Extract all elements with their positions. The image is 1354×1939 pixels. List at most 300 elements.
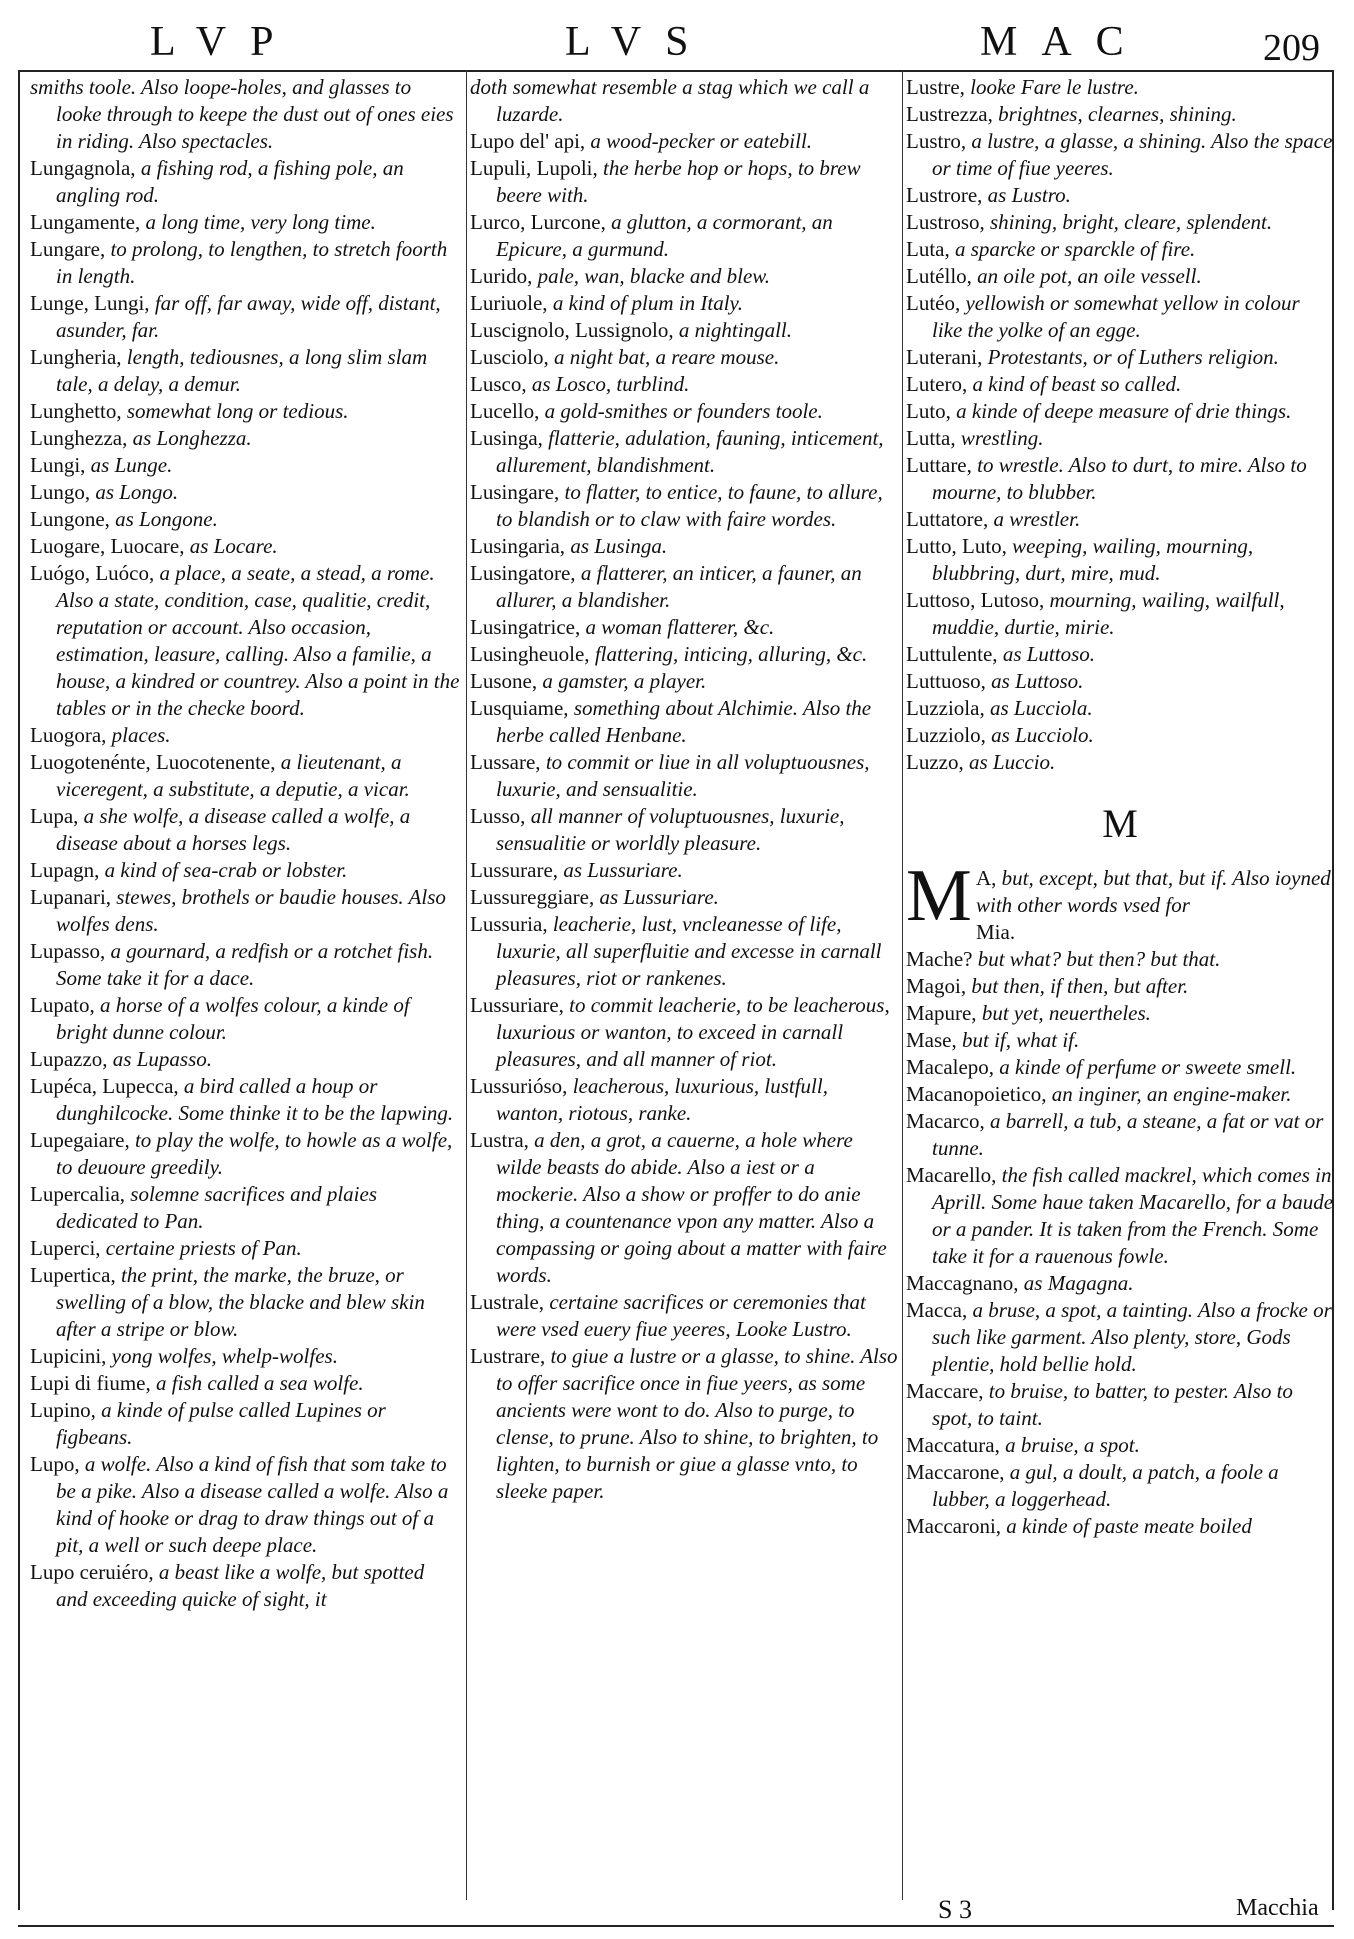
entry-headword: Lupicini, bbox=[30, 1344, 107, 1368]
entry-gloss: yong wolfes, whelp-wolfes. bbox=[111, 1344, 338, 1368]
entry-gloss: as Lustro. bbox=[987, 183, 1071, 207]
entry-gloss: shining, bright, cleare, splendent. bbox=[990, 210, 1273, 234]
entry-gloss: a woman flatterer, &c. bbox=[585, 615, 775, 639]
dictionary-entry bbox=[906, 1378, 1334, 1432]
entry-gloss: a kinde of pulse called Lupines or figbeans. bbox=[56, 1398, 386, 1449]
dictionary-entry bbox=[470, 1127, 900, 1289]
entry-headword: Luttuoso, bbox=[906, 669, 986, 693]
dictionary-entry bbox=[470, 992, 900, 1073]
entry-headword: Lussare, bbox=[470, 750, 541, 774]
entry-gloss: to prolong, to lengthen, to stretch foorth in length. bbox=[56, 237, 448, 288]
dictionary-entry bbox=[906, 1054, 1334, 1081]
entry-gloss: a place, a seate, a stead, a rome. Also a state, condition, case, qualitie, credit, reputation or account. Also occasion, estimation, leasure, calling. Also a familie, a house, a kindred or countrey. Also a point in the tables or in the checke boord. bbox=[56, 561, 460, 720]
entry-gloss: a bruse, a spot, a tainting. Also a frocke or such like garment. Also plenty, store, Gods plentie, hold bellie hold. bbox=[932, 1298, 1332, 1376]
entry-gloss: a wolfe. Also a kind of fish that som take to be a pike. Also a disease called a wolfe. Also a kind of hooke or drag to draw things out of a pit, a well or such deepe place. bbox=[56, 1452, 449, 1557]
dictionary-entry bbox=[470, 911, 900, 992]
dictionary-entry bbox=[906, 128, 1334, 182]
entry-gloss: but what? but then? but that. bbox=[977, 947, 1221, 971]
dictionary-entry bbox=[906, 668, 1334, 695]
entry-headword: Maccaroni, bbox=[906, 1514, 1002, 1538]
entry-gloss: far off, far away, wide off, distant, asunder, far. bbox=[56, 291, 441, 342]
entry-headword: Lussurare, bbox=[470, 858, 559, 882]
entry-gloss: the herbe hop or hops, to brew beere with. bbox=[496, 156, 861, 207]
entry-headword: Lutéllo, bbox=[906, 264, 972, 288]
entry-gloss: a flatterer, an inticer, a fauner, an allurer, a blandisher. bbox=[496, 561, 862, 612]
dictionary-entry bbox=[470, 128, 900, 155]
entry-headword: Maccarone, bbox=[906, 1460, 1005, 1484]
entry-headword: Lustrezza, bbox=[906, 102, 993, 126]
dictionary-entry bbox=[906, 290, 1334, 344]
entry-gloss: wrestling. bbox=[960, 426, 1044, 450]
entry-headword: Luzziola, bbox=[906, 696, 985, 720]
dictionary-entry bbox=[906, 425, 1334, 452]
entry-gloss: length, tediousnes, a long slim slam tale, a delay, a demur. bbox=[56, 345, 428, 396]
entry-headword: Lungone, bbox=[30, 507, 110, 531]
entry-headword: Lungare, bbox=[30, 237, 106, 261]
m-entries bbox=[906, 946, 1334, 1540]
entry-headword: Mase, bbox=[906, 1028, 957, 1052]
dictionary-entry bbox=[30, 398, 460, 425]
dictionary-entry bbox=[30, 1343, 460, 1370]
entry-headword: Magoi, bbox=[906, 974, 967, 998]
dictionary-entry bbox=[470, 560, 900, 614]
dictionary-entry bbox=[470, 209, 900, 263]
entry-headword: Maccatura, bbox=[906, 1433, 1000, 1457]
entry-gloss: a long time, very long time. bbox=[145, 210, 376, 234]
entry-gloss: a gamster, a player. bbox=[542, 669, 707, 693]
entry-gloss: as Lunge. bbox=[90, 453, 173, 477]
entry-gloss: solemne sacrifices and plaies dedicated to Pan. bbox=[56, 1182, 377, 1233]
entry-gloss: a kind of beast so called. bbox=[972, 372, 1182, 396]
dictionary-entry bbox=[906, 1162, 1334, 1270]
column-1 bbox=[30, 74, 460, 1613]
entry-headword: Luogora, bbox=[30, 723, 107, 747]
entry-gloss: a sparcke or sparckle of fire. bbox=[954, 237, 1196, 261]
entry-gloss: a kinde of paste meate boiled bbox=[1006, 1514, 1252, 1538]
entry-headword: Lusquiame, bbox=[470, 696, 569, 720]
dictionary-entry bbox=[30, 1559, 460, 1613]
dictionary-entry bbox=[906, 946, 1334, 973]
dictionary-entry bbox=[30, 533, 460, 560]
entry-headword: Luttatore, bbox=[906, 507, 989, 531]
entry-headword: Macarco, bbox=[906, 1109, 985, 1133]
dictionary-entry bbox=[30, 1397, 460, 1451]
entry-gloss: a beast like a wolfe, but spotted and exceeding quicke of sight, it bbox=[56, 1560, 425, 1611]
entry-gloss: weeping, wailing, mourning, blubbring, durt, mire, mud. bbox=[932, 534, 1254, 585]
entry-gloss: a gul, a doult, a patch, a foole a lubber, a loggerhead. bbox=[932, 1460, 1279, 1511]
entry-headword: Lustrare, bbox=[470, 1344, 546, 1368]
entry-headword: Lusciolo, bbox=[470, 345, 549, 369]
entry-gloss: to flatter, to entice, to faune, to allure, to blandish or to claw with faire wordes. bbox=[496, 480, 883, 531]
entry-gloss: flatterie, adulation, fauning, inticement, allurement, blandishment. bbox=[496, 426, 884, 477]
entry-gloss: as Longo. bbox=[95, 480, 179, 504]
entry-headword: Luogotenénte, Luocotenente, bbox=[30, 750, 276, 774]
dictionary-entry bbox=[470, 155, 900, 209]
entry-gloss: as Luccio. bbox=[968, 750, 1056, 774]
dictionary-entry bbox=[30, 155, 460, 209]
dictionary-entry bbox=[906, 973, 1334, 1000]
entry-gloss: certaine priests of Pan. bbox=[105, 1236, 302, 1260]
catchword: Macchia bbox=[1236, 1895, 1319, 1921]
entry-headword: Lupa, bbox=[30, 804, 79, 828]
entry-gloss: brightnes, clearnes, shining. bbox=[998, 102, 1237, 126]
entry-gloss: a fish called a sea wolfe. bbox=[155, 1371, 364, 1395]
dropcap-tail: Mia. bbox=[976, 920, 1016, 944]
entry-gloss: a lustre, a glasse, a shining. Also the space or time of fiue yeeres. bbox=[932, 129, 1333, 180]
dictionary-entry bbox=[470, 479, 900, 533]
entry-headword: Lupasso, bbox=[30, 939, 106, 963]
dictionary-entry bbox=[470, 344, 900, 371]
entry-gloss: an oile pot, an oile vessell. bbox=[977, 264, 1202, 288]
entry-gloss: as Lusinga. bbox=[570, 534, 668, 558]
dictionary-entry bbox=[906, 452, 1334, 506]
entry-headword: Lupato, bbox=[30, 993, 95, 1017]
dictionary-entry bbox=[30, 992, 460, 1046]
entry-headword: Lustro, bbox=[906, 129, 967, 153]
dictionary-entry bbox=[30, 506, 460, 533]
dictionary-entry bbox=[470, 1289, 900, 1343]
entry-headword: Lungamente, bbox=[30, 210, 141, 234]
entry-headword: Lungheria, bbox=[30, 345, 122, 369]
dictionary-entry bbox=[30, 452, 460, 479]
entry-headword: Lusone, bbox=[470, 669, 538, 693]
entry-headword: Lustre, bbox=[906, 75, 965, 99]
entry-headword: Lungo, bbox=[30, 480, 91, 504]
dictionary-entry bbox=[906, 1081, 1334, 1108]
entry-gloss: flattering, inticing, alluring, &c. bbox=[594, 642, 868, 666]
entry-gloss: to play the wolfe, to howle as a wolfe, to deuoure greedily. bbox=[56, 1128, 453, 1179]
dictionary-entry bbox=[30, 560, 460, 722]
page-number: 209 bbox=[1263, 27, 1320, 69]
dictionary-entry bbox=[906, 344, 1334, 371]
entry-gloss: a horse of a wolfes colour, a kinde of bright dunne colour. bbox=[56, 993, 410, 1044]
entry-gloss: the fish called mackrel, which comes in Aprill. Some haue taken Macarello, for a baude or a pander. It is taken from the French. Some take it for a rauenous fowle. bbox=[932, 1163, 1334, 1268]
entry-gloss: certaine sacrifices or ceremonies that were vsed euery fiue yeeres, Looke Lustro. bbox=[496, 1290, 866, 1341]
entry-gloss: as Lucciolo. bbox=[991, 723, 1094, 747]
dictionary-page bbox=[8, 0, 1346, 1939]
entry-headword: Luta, bbox=[906, 237, 950, 261]
entry-gloss: a barrell, a tub, a steane, a fat or vat or tunne. bbox=[932, 1109, 1324, 1160]
entry-gloss: a gournard, a redfish or a rotchet fish. Some take it for a dace. bbox=[56, 939, 434, 990]
entry-gloss: to commit leacherie, to be leacherous, luxurious or wanton, to exceed in carnall pleasures, and all manner of riot. bbox=[496, 993, 890, 1071]
dictionary-entry bbox=[906, 101, 1334, 128]
entry-headword: Luscignolo, Lussignolo, bbox=[470, 318, 674, 342]
entry-gloss: mourning, wailing, wailfull, muddie, durtie, mirie. bbox=[932, 588, 1285, 639]
entry-gloss: as Lucciola. bbox=[989, 696, 1093, 720]
dictionary-entry bbox=[906, 1027, 1334, 1054]
entry-headword: Lupo del' api, bbox=[470, 129, 586, 153]
entry-headword: Macca, bbox=[906, 1298, 968, 1322]
dictionary-entry bbox=[30, 722, 460, 749]
dictionary-entry bbox=[470, 857, 900, 884]
dictionary-entry bbox=[30, 344, 460, 398]
entry-headword: Luperci, bbox=[30, 1236, 101, 1260]
entry-headword: Luttare, bbox=[906, 453, 972, 477]
entry-headword: Lusco, bbox=[470, 372, 527, 396]
dropcap-entry bbox=[906, 855, 1334, 946]
dictionary-entry bbox=[906, 587, 1334, 641]
entry-headword: Mapure, bbox=[906, 1001, 977, 1025]
entry-headword: Lusingatore, bbox=[470, 561, 576, 585]
dictionary-entry bbox=[470, 884, 900, 911]
dropcap-headword: A, bbox=[976, 866, 997, 890]
entry-gloss: to wrestle. Also to durt, to mire. Also to mourne, to blubber. bbox=[932, 453, 1307, 504]
dictionary-entry bbox=[470, 74, 900, 128]
dictionary-entry bbox=[906, 641, 1334, 668]
entry-gloss: a wood-pecker or eatebill. bbox=[590, 129, 813, 153]
entry-gloss: a nightingall. bbox=[678, 318, 793, 342]
dictionary-entry bbox=[30, 290, 460, 344]
dictionary-entry bbox=[906, 74, 1334, 101]
entry-gloss: a fishing rod, a fishing pole, an angling rod. bbox=[56, 156, 404, 207]
entry-headword: Lupagn, bbox=[30, 858, 100, 882]
entry-gloss: a kind of sea-crab or lobster. bbox=[104, 858, 348, 882]
entry-headword: Lupo, bbox=[30, 1452, 80, 1476]
dictionary-entry bbox=[470, 398, 900, 425]
entry-gloss: a night bat, a reare mouse. bbox=[554, 345, 780, 369]
entry-headword: Macanopoietico, bbox=[906, 1082, 1047, 1106]
entry-gloss: somewhat long or tedious. bbox=[126, 399, 349, 423]
entry-headword: Lusingaria, bbox=[470, 534, 566, 558]
dictionary-entry bbox=[906, 209, 1334, 236]
entry-headword: Lustra, bbox=[470, 1128, 529, 1152]
entry-headword: Mache? bbox=[906, 947, 973, 971]
entry-headword: Lupuli, Lupoli, bbox=[470, 156, 598, 180]
signature-mark: S 3 bbox=[938, 1895, 972, 1924]
entry-headword: Maccare, bbox=[906, 1379, 984, 1403]
entry-headword: Luógo, Luóco, bbox=[30, 561, 155, 585]
dictionary-entry bbox=[30, 1046, 460, 1073]
entry-gloss: looke Fare le lustre. bbox=[970, 75, 1139, 99]
entry-gloss: a den, a grot, a cauerne, a hole where wilde beasts do abide. Also a iest or a mockerie. Also a show or proffer to do anie thing, a countenance vpon any matter. Also a compassing or going about a matter with faire words. bbox=[496, 1128, 887, 1287]
entry-headword: Lusso, bbox=[470, 804, 526, 828]
column-3-entries bbox=[906, 74, 1334, 776]
dictionary-entry bbox=[906, 749, 1334, 776]
dictionary-entry bbox=[30, 884, 460, 938]
dictionary-entry bbox=[30, 479, 460, 506]
entry-gloss: leacherous, luxurious, lustfull, wanton, riotous, ranke. bbox=[496, 1074, 828, 1125]
column-divider-1 bbox=[466, 70, 467, 1900]
header-left-guideword: LVP bbox=[150, 19, 298, 65]
dictionary-entry bbox=[30, 1262, 460, 1343]
entry-headword: Lungi, bbox=[30, 453, 86, 477]
dictionary-entry bbox=[906, 506, 1334, 533]
entry-gloss: all manner of voluptuousnes, luxurie, sensualitie or worldly pleasure. bbox=[496, 804, 845, 855]
entry-headword: Luterani, bbox=[906, 345, 983, 369]
dictionary-entry bbox=[906, 533, 1334, 587]
dictionary-entry bbox=[906, 371, 1334, 398]
entry-gloss: as Magagna. bbox=[1023, 1271, 1134, 1295]
entry-gloss: places. bbox=[111, 723, 171, 747]
entry-headword: Luttoso, Lutoso, bbox=[906, 588, 1045, 612]
entry-headword: Luzziolo, bbox=[906, 723, 986, 747]
entry-gloss: but yet, neuertheles. bbox=[981, 1001, 1151, 1025]
dictionary-entry bbox=[906, 695, 1334, 722]
dictionary-entry bbox=[30, 938, 460, 992]
entry-gloss: a gold-smithes or founders toole. bbox=[544, 399, 823, 423]
dictionary-entry bbox=[470, 263, 900, 290]
entry-headword: Lucello, bbox=[470, 399, 540, 423]
entry-headword: Lupanari, bbox=[30, 885, 112, 909]
entry-gloss: something about Alchimie. Also the herbe called Henbane. bbox=[496, 696, 872, 747]
entry-gloss: but then, if then, but after. bbox=[971, 974, 1189, 998]
entry-headword: Lupo ceruiéro, bbox=[30, 1560, 154, 1584]
entry-gloss: pale, wan, blacke and blew. bbox=[537, 264, 770, 288]
entry-headword: Lusinga, bbox=[470, 426, 543, 450]
entry-headword: Lunghezza, bbox=[30, 426, 128, 450]
entry-gloss: a kinde of deepe measure of drie things. bbox=[956, 399, 1292, 423]
entry-gloss: a she wolfe, a disease called a wolfe, a disease about a horses legs. bbox=[56, 804, 411, 855]
dictionary-entry bbox=[906, 722, 1334, 749]
dictionary-entry bbox=[470, 290, 900, 317]
entry-headword: Lungagnola, bbox=[30, 156, 136, 180]
entry-headword: Macarello, bbox=[906, 1163, 997, 1187]
dictionary-entry bbox=[906, 263, 1334, 290]
dictionary-entry bbox=[30, 209, 460, 236]
dictionary-entry bbox=[470, 533, 900, 560]
entry-headword: Luzzo, bbox=[906, 750, 964, 774]
entry-headword: Lupegaiare, bbox=[30, 1128, 130, 1152]
entry-headword: Lupertica, bbox=[30, 1263, 116, 1287]
dictionary-entry bbox=[906, 1459, 1334, 1513]
dictionary-entry bbox=[30, 749, 460, 803]
bottom-rule bbox=[18, 1925, 1334, 1927]
entry-headword: Lussuria, bbox=[470, 912, 548, 936]
entry-headword: Lustrore, bbox=[906, 183, 983, 207]
header-right-guideword: MAC bbox=[980, 19, 1148, 65]
entry-gloss: smiths toole. Also loope-holes, and glasses to looke through to keepe the dust out of ones eies in riding. Also spectacles. bbox=[30, 75, 454, 153]
dictionary-entry bbox=[30, 1451, 460, 1559]
entry-headword: Lustroso, bbox=[906, 210, 985, 234]
dictionary-entry bbox=[30, 803, 460, 857]
dictionary-entry bbox=[470, 1343, 900, 1505]
entry-headword: Lunghetto, bbox=[30, 399, 122, 423]
dropcap-gloss: but, except, but that, but if. Also ioyned with other words vsed for bbox=[976, 866, 1331, 917]
entry-gloss: as Losco, turblind. bbox=[531, 372, 690, 396]
entry-headword: Lurido, bbox=[470, 264, 533, 288]
dictionary-entry bbox=[906, 398, 1334, 425]
entry-headword: Lussureggiare, bbox=[470, 885, 595, 909]
dictionary-entry bbox=[30, 1370, 460, 1397]
entry-gloss: a kind of plum in Italy. bbox=[552, 291, 743, 315]
dictionary-entry bbox=[30, 236, 460, 290]
dictionary-entry bbox=[470, 803, 900, 857]
entry-headword: Lutero, bbox=[906, 372, 968, 396]
dictionary-entry bbox=[906, 182, 1334, 209]
column-divider-2 bbox=[902, 70, 903, 1900]
entry-gloss: a wrestler. bbox=[993, 507, 1081, 531]
entry-gloss: to commit or liue in all voluptuousnes, luxurie, and sensualitie. bbox=[496, 750, 870, 801]
entry-gloss: as Lussuriare. bbox=[599, 885, 719, 909]
entry-headword: Lupéca, Lupecca, bbox=[30, 1074, 179, 1098]
entry-gloss: doth somewhat resemble a stag which we call a luzarde. bbox=[470, 75, 870, 126]
entry-gloss: a bruise, a spot. bbox=[1005, 1433, 1140, 1457]
dictionary-entry bbox=[470, 749, 900, 803]
entry-gloss: as Longone. bbox=[115, 507, 218, 531]
dictionary-entry bbox=[470, 641, 900, 668]
entry-headword: Macalepo, bbox=[906, 1055, 995, 1079]
dictionary-entry bbox=[906, 236, 1334, 263]
dictionary-entry bbox=[906, 1432, 1334, 1459]
dictionary-entry bbox=[30, 1181, 460, 1235]
dictionary-entry bbox=[470, 425, 900, 479]
entry-gloss: as Longhezza. bbox=[132, 426, 252, 450]
entry-gloss: yellowish or somewhat yellow in colour like the yolke of an egge. bbox=[932, 291, 1300, 342]
entry-gloss: an inginer, an engine-maker. bbox=[1051, 1082, 1292, 1106]
entry-gloss: the print, the marke, the bruze, or swelling of a blow, the blacke and blew skin after a stripe or blow. bbox=[56, 1263, 425, 1341]
entry-headword: Luriuole, bbox=[470, 291, 548, 315]
dictionary-entry bbox=[30, 1235, 460, 1262]
dictionary-entry bbox=[906, 1000, 1334, 1027]
entry-headword: Lusingheuole, bbox=[470, 642, 590, 666]
entry-gloss: leacherie, lust, vncleanesse of life, luxurie, all superfluitie and excesse in carnall pleasures, riot or rankenes. bbox=[496, 912, 882, 990]
entry-headword: Lupercalia, bbox=[30, 1182, 126, 1206]
dictionary-entry bbox=[470, 1073, 900, 1127]
entry-headword: Maccagnano, bbox=[906, 1271, 1019, 1295]
entry-headword: Lusingare, bbox=[470, 480, 560, 504]
entry-headword: Lupino, bbox=[30, 1398, 96, 1422]
entry-gloss: a lieutenant, a viceregent, a substitute, a deputie, a vicar. bbox=[56, 750, 410, 801]
dictionary-entry bbox=[30, 1127, 460, 1181]
column-3 bbox=[906, 74, 1334, 1540]
entry-headword: Luto, bbox=[906, 399, 951, 423]
entry-gloss: a glutton, a cormorant, an Epicure, a gurmund. bbox=[496, 210, 833, 261]
entry-gloss: to bruise, to batter, to pester. Also to spot, to taint. bbox=[932, 1379, 1293, 1430]
dictionary-entry bbox=[906, 1297, 1334, 1378]
entry-headword: Lustrale, bbox=[470, 1290, 545, 1314]
dictionary-entry bbox=[470, 668, 900, 695]
dictionary-entry bbox=[30, 857, 460, 884]
entry-headword: Lutta, bbox=[906, 426, 956, 450]
dictionary-entry bbox=[30, 425, 460, 452]
dictionary-entry bbox=[470, 614, 900, 641]
dictionary-entry bbox=[470, 695, 900, 749]
entry-gloss: a bird called a houp or dunghilcocke. Some thinke it to be the lapwing. bbox=[56, 1074, 454, 1125]
entry-headword: Lurco, Lurcone, bbox=[470, 210, 606, 234]
dictionary-entry bbox=[470, 371, 900, 398]
dropcap-letter: M bbox=[906, 855, 972, 937]
entry-gloss: as Lussuriare. bbox=[563, 858, 683, 882]
entry-gloss: as Locare. bbox=[189, 534, 278, 558]
column-2 bbox=[470, 74, 900, 1505]
entry-headword: Lupazzo, bbox=[30, 1047, 108, 1071]
entry-headword: Lusingatrice, bbox=[470, 615, 581, 639]
entry-gloss: to giue a lustre or a glasse, to shine. Also to offer sacrifice once in fiue yeers, as some ancients were wont to do. Also to purge, to clense, to prune. Also to shine, to brighten, to lighten, to burnish or giue a glasse vnto, to sleeke paper. bbox=[496, 1344, 898, 1503]
entry-headword: Lunge, Lungi, bbox=[30, 291, 150, 315]
entry-headword: Lutto, Luto, bbox=[906, 534, 1007, 558]
entry-gloss: as Luttoso. bbox=[1002, 642, 1096, 666]
entry-headword: Luttulente, bbox=[906, 642, 998, 666]
dictionary-entry bbox=[30, 74, 460, 155]
dictionary-entry bbox=[906, 1513, 1334, 1540]
dictionary-entry bbox=[906, 1108, 1334, 1162]
entry-headword: Lussuriare, bbox=[470, 993, 564, 1017]
entry-headword: Luogare, Luocare, bbox=[30, 534, 185, 558]
running-header bbox=[20, 18, 1334, 69]
header-middle-guideword: LVS bbox=[565, 19, 713, 65]
dictionary-entry bbox=[906, 1270, 1334, 1297]
dictionary-entry bbox=[30, 1073, 460, 1127]
entry-headword: Lupi di fiume, bbox=[30, 1371, 151, 1395]
entry-gloss: as Lupasso. bbox=[112, 1047, 212, 1071]
entry-gloss: stewes, brothels or baudie houses. Also wolfes dens. bbox=[56, 885, 446, 936]
section-letter: M bbox=[1102, 801, 1138, 846]
dictionary-entry bbox=[470, 317, 900, 344]
entry-gloss: Protestants, or of Luthers religion. bbox=[987, 345, 1279, 369]
entry-gloss: but if, what if. bbox=[962, 1028, 1080, 1052]
entry-headword: Lussurióso, bbox=[470, 1074, 568, 1098]
entry-headword: Lutéo, bbox=[906, 291, 961, 315]
